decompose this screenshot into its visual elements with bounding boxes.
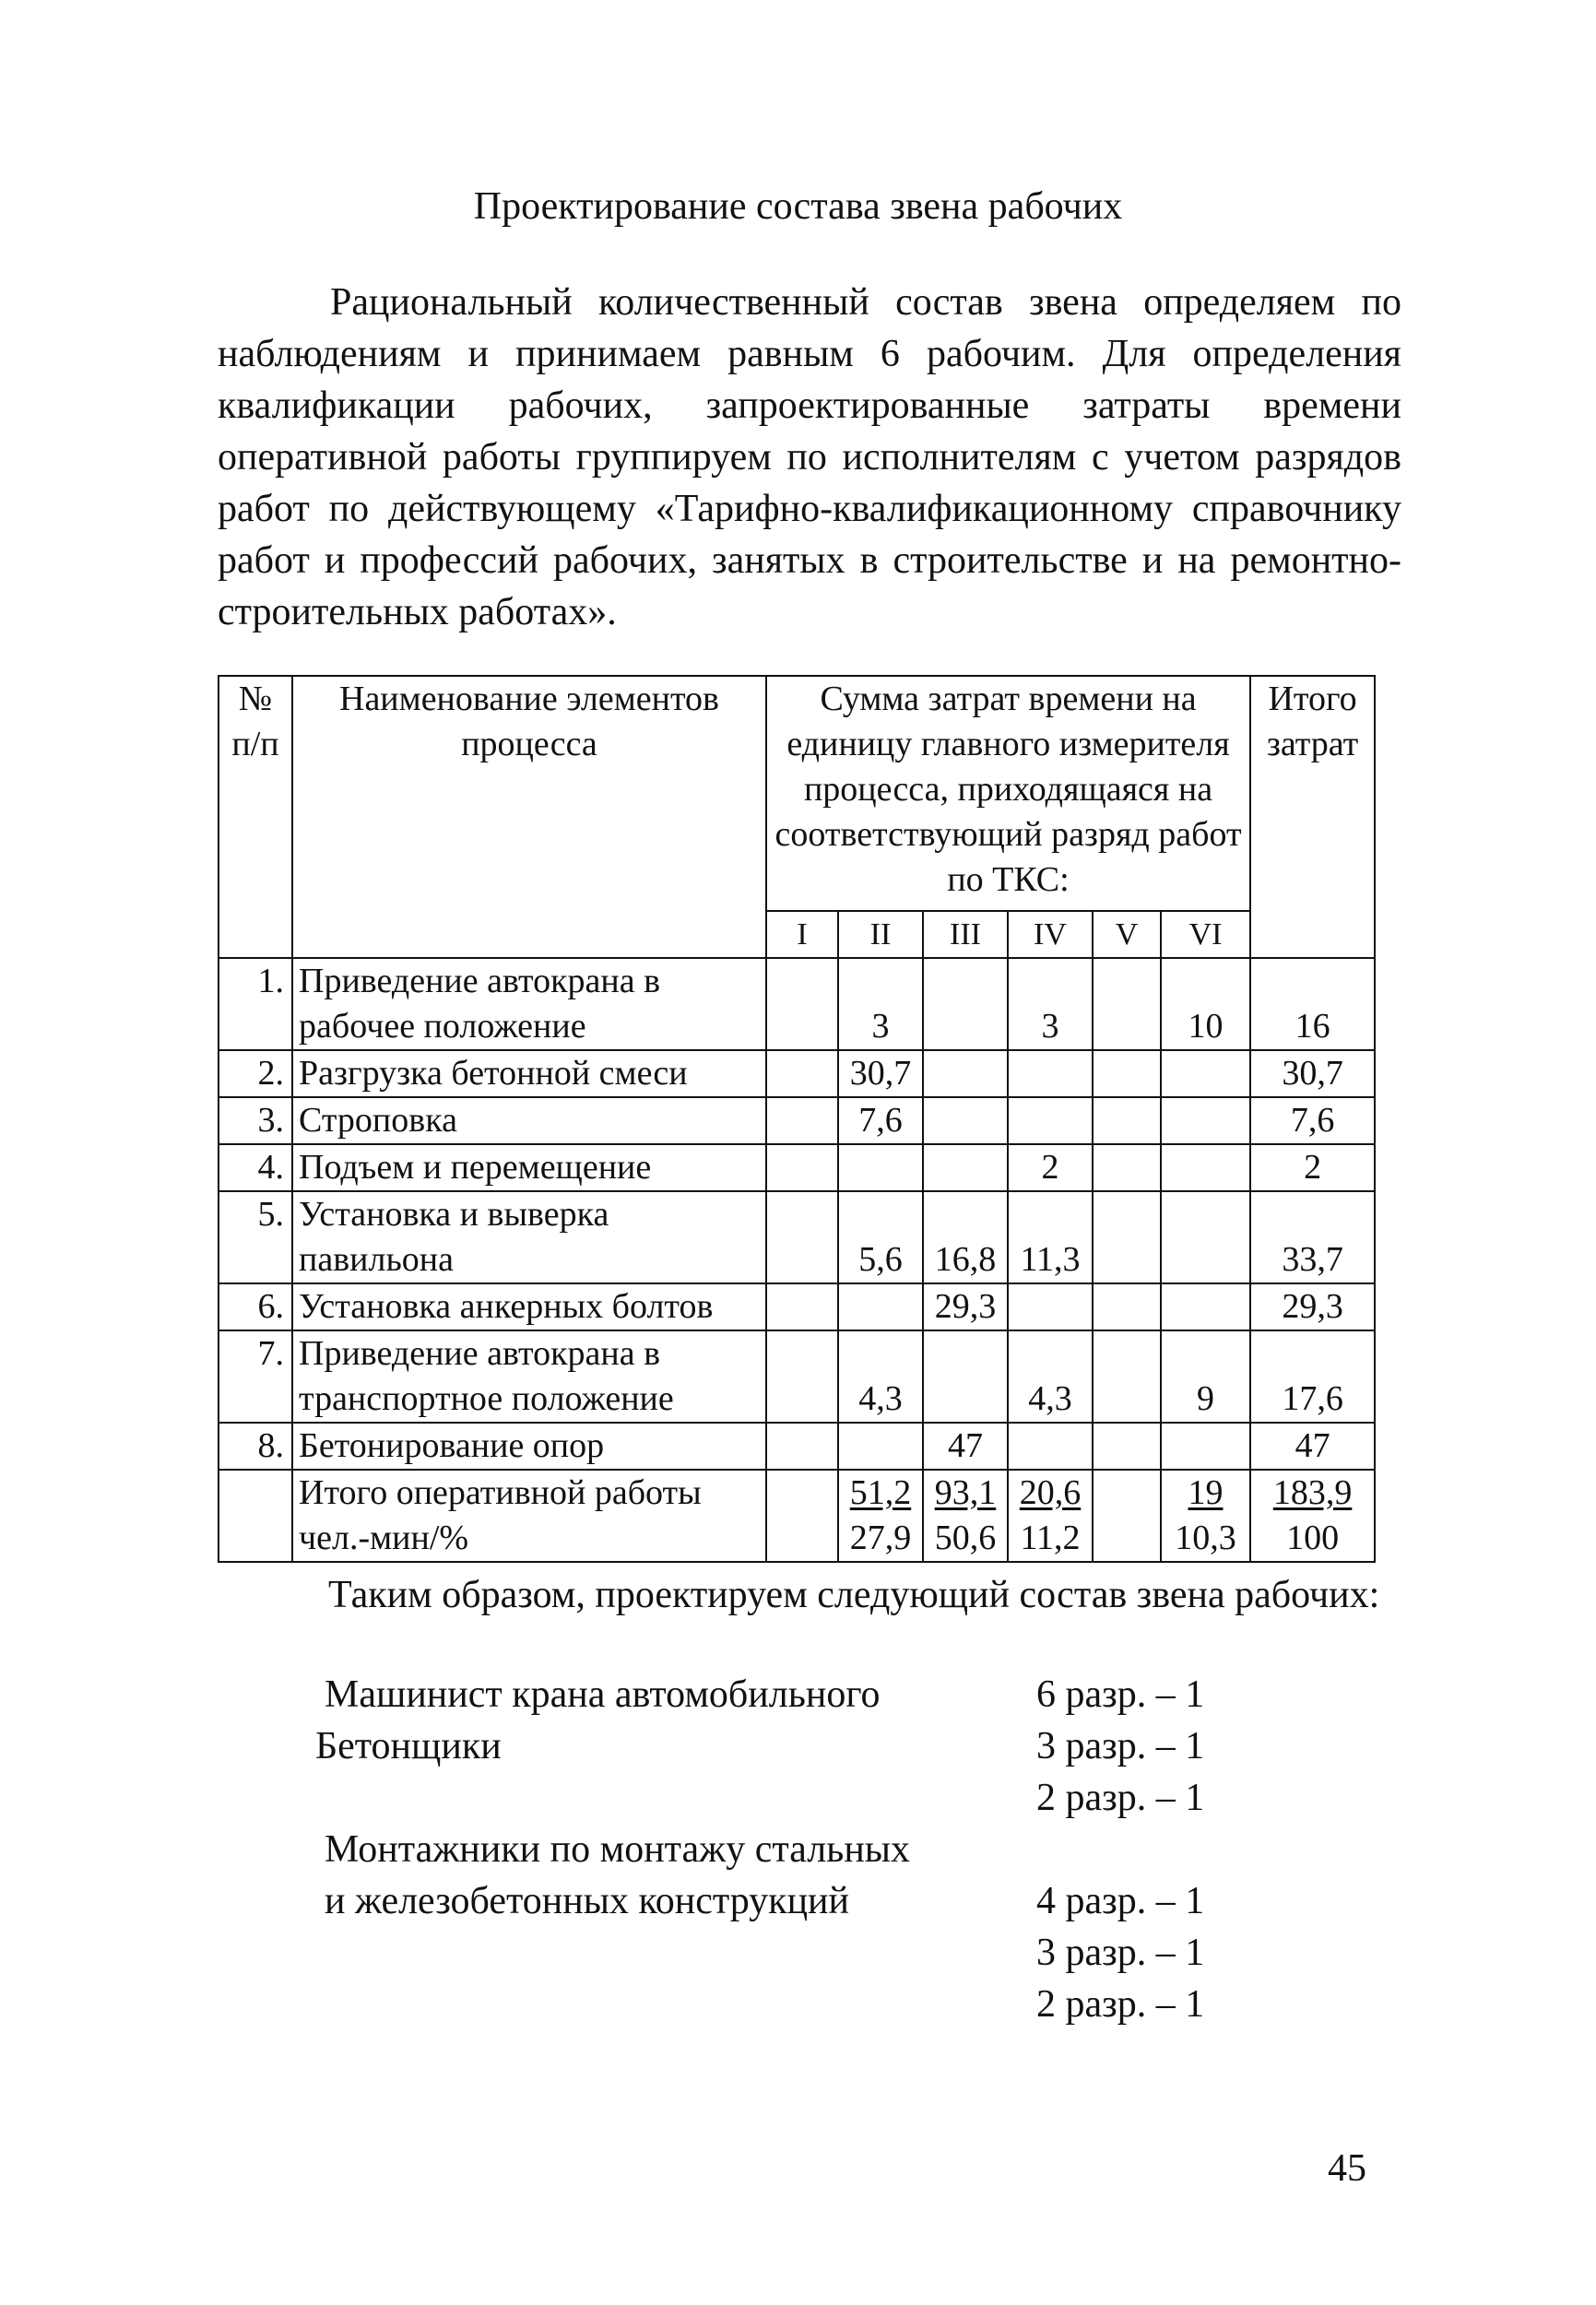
- row-total: 2: [1250, 1144, 1375, 1191]
- crew-grade: 6 разр. – 1: [1036, 1673, 1205, 1716]
- row-grade-3: 47: [923, 1423, 1008, 1470]
- row-grade-6: [1161, 1423, 1250, 1470]
- row-grade-4: 2: [1008, 1144, 1093, 1191]
- summary-percent: 100: [1286, 1519, 1340, 1557]
- summary-minutes: 19: [1188, 1473, 1224, 1512]
- row-grade-1: [766, 1050, 838, 1097]
- grade-header: IV: [1008, 911, 1093, 958]
- table-row: [219, 1283, 1375, 1330]
- row-grade-4: 4,3: [1008, 1330, 1093, 1423]
- row-grade-6: [1161, 1050, 1250, 1097]
- row-grade-2: [838, 1423, 923, 1470]
- row-grade-5: [1093, 1423, 1161, 1470]
- time-cost-table: [218, 675, 1376, 1563]
- summary-name: Итого оперативной работы чел.-мин/%: [292, 1470, 766, 1562]
- row-grade-4: [1008, 1423, 1093, 1470]
- summary-grade-6: [1161, 1470, 1250, 1562]
- header-num: № п/п: [219, 676, 292, 958]
- table-row: [219, 1097, 1375, 1144]
- row-grade-3: [923, 1050, 1008, 1097]
- crew-grade: 2 разр. – 1: [1036, 1983, 1205, 2026]
- row-grade-2: 30,7: [838, 1050, 923, 1097]
- row-grade-4: [1008, 1097, 1093, 1144]
- row-grade-4: 11,3: [1008, 1191, 1093, 1283]
- row-grade-6: [1161, 1097, 1250, 1144]
- summary-grade-1: [766, 1470, 838, 1562]
- row-name: Строповка: [292, 1097, 766, 1144]
- crew-role: Бетонщики: [315, 1725, 502, 1767]
- row-total: 17,6: [1250, 1330, 1375, 1423]
- row-total: 30,7: [1250, 1050, 1375, 1097]
- row-name: Приведение автокрана в рабочее положение: [292, 958, 766, 1050]
- row-name: Подъем и перемещение: [292, 1144, 766, 1191]
- header-total: Итого затрат: [1250, 676, 1375, 958]
- summary-percent: 50,6: [934, 1519, 997, 1557]
- crew-role: Машинист крана автомобильного: [325, 1673, 881, 1716]
- summary-grade-4: [1008, 1470, 1093, 1562]
- grade-header: III: [923, 911, 1008, 958]
- row-num: 8.: [219, 1423, 292, 1470]
- table-row: [219, 958, 1375, 1050]
- row-num: 3.: [219, 1097, 292, 1144]
- table-row: [219, 1144, 1375, 1191]
- row-grade-2: 4,3: [838, 1330, 923, 1423]
- row-num: 7.: [219, 1330, 292, 1423]
- row-grade-6: [1161, 1283, 1250, 1330]
- row-grade-6: [1161, 1144, 1250, 1191]
- crew-grade: 3 разр. – 1: [1036, 1725, 1205, 1767]
- table-row: [219, 1330, 1375, 1423]
- row-name: Разгрузка бетонной смеси: [292, 1050, 766, 1097]
- row-name: Установка анкерных болтов: [292, 1283, 766, 1330]
- conclusion-paragraph: Таким образом, проектируем следующий состав звена рабочих:: [328, 1574, 1380, 1616]
- row-grade-1: [766, 958, 838, 1050]
- row-grade-3: [923, 958, 1008, 1050]
- row-grade-6: [1161, 1191, 1250, 1283]
- row-grade-5: [1093, 1191, 1161, 1283]
- grade-header: I: [766, 911, 838, 958]
- row-grade-1: [766, 1097, 838, 1144]
- row-grade-1: [766, 1191, 838, 1283]
- header-sum: Сумма затрат времени на единицу главного измерителя процесса, приходящаяся на соответствующий разряд работ по ТКС:: [766, 676, 1250, 911]
- summary-minutes: 183,9: [1272, 1473, 1353, 1512]
- page-title: Проектирование состава звена рабочих: [473, 185, 1123, 228]
- row-grade-6: 9: [1161, 1330, 1250, 1423]
- row-grade-2: 5,6: [838, 1191, 923, 1283]
- row-grade-1: [766, 1423, 838, 1470]
- row-grade-5: [1093, 1144, 1161, 1191]
- row-grade-5: [1093, 1330, 1161, 1423]
- row-grade-4: [1008, 1283, 1093, 1330]
- row-grade-3: 16,8: [923, 1191, 1008, 1283]
- intro-paragraph: Рациональный количественный состав звена определяем по наблюдениям и принимаем равным 6 рабочим. Для определения квалификации рабочих, запроектированные затраты времени оперативной работы группируем по исполнителям с учетом разрядов работ по действующему «Тарифно-квалификационному справочнику работ и профессий рабочих, занятых в строительстве и на ремонтно-строительных работах».: [218, 281, 1401, 633]
- row-num: 5.: [219, 1191, 292, 1283]
- grade-header: II: [838, 911, 923, 958]
- row-grade-3: [923, 1330, 1008, 1423]
- table-header-row: [219, 676, 1375, 911]
- row-total: 16: [1250, 958, 1375, 1050]
- row-grade-5: [1093, 1050, 1161, 1097]
- row-total: 33,7: [1250, 1191, 1375, 1283]
- row-grade-2: 3: [838, 958, 923, 1050]
- summary-percent: 10,3: [1175, 1519, 1236, 1557]
- summary-grade-3: [923, 1470, 1008, 1562]
- crew-grade: 4 разр. – 1: [1036, 1880, 1205, 1922]
- row-num: 2.: [219, 1050, 292, 1097]
- row-grade-5: [1093, 958, 1161, 1050]
- crew-grade: 3 разр. – 1: [1036, 1932, 1205, 1974]
- header-name: Наименование элементов процесса: [292, 676, 766, 958]
- summary-minutes: 51,2: [849, 1473, 912, 1512]
- row-name: Бетонирование опор: [292, 1423, 766, 1470]
- summary-row: [219, 1470, 1375, 1562]
- table-row: [219, 1423, 1375, 1470]
- row-grade-6: 10: [1161, 958, 1250, 1050]
- row-num: 1.: [219, 958, 292, 1050]
- row-grade-2: [838, 1144, 923, 1191]
- crew-role: Монтажники по монтажу стальных: [325, 1828, 911, 1871]
- row-grade-4: [1008, 1050, 1093, 1097]
- grade-header: V: [1093, 911, 1161, 958]
- crew-role: и железобетонных конструкций: [325, 1880, 850, 1922]
- row-grade-1: [766, 1283, 838, 1330]
- row-grade-1: [766, 1330, 838, 1423]
- row-grade-3: 29,3: [923, 1283, 1008, 1330]
- row-total: 7,6: [1250, 1097, 1375, 1144]
- row-grade-2: [838, 1283, 923, 1330]
- row-name: Установка и выверка павильона: [292, 1191, 766, 1283]
- row-total: 29,3: [1250, 1283, 1375, 1330]
- row-total: 47: [1250, 1423, 1375, 1470]
- table-row: [219, 1191, 1375, 1283]
- row-grade-4: 3: [1008, 958, 1093, 1050]
- row-num: 6.: [219, 1283, 292, 1330]
- row-grade-1: [766, 1144, 838, 1191]
- row-name: Приведение автокрана в транспортное положение: [292, 1330, 766, 1423]
- row-grade-3: [923, 1144, 1008, 1191]
- crew-grade: 2 разр. – 1: [1036, 1777, 1205, 1819]
- row-grade-5: [1093, 1283, 1161, 1330]
- row-grade-3: [923, 1097, 1008, 1144]
- summary-minutes: 93,1: [934, 1473, 997, 1512]
- page-number: 45: [1328, 2147, 1366, 2190]
- grade-header: VI: [1161, 911, 1250, 958]
- summary-minutes: 20,6: [1019, 1473, 1082, 1512]
- summary-percent: 11,2: [1020, 1519, 1081, 1557]
- table-row: [219, 1050, 1375, 1097]
- summary-num: [219, 1470, 292, 1562]
- row-num: 4.: [219, 1144, 292, 1191]
- row-grade-5: [1093, 1097, 1161, 1144]
- row-grade-2: 7,6: [838, 1097, 923, 1144]
- summary-grade-2: [838, 1470, 923, 1562]
- summary-grade-5: [1093, 1470, 1161, 1562]
- summary-total: [1250, 1470, 1375, 1562]
- summary-percent: 27,9: [849, 1519, 912, 1557]
